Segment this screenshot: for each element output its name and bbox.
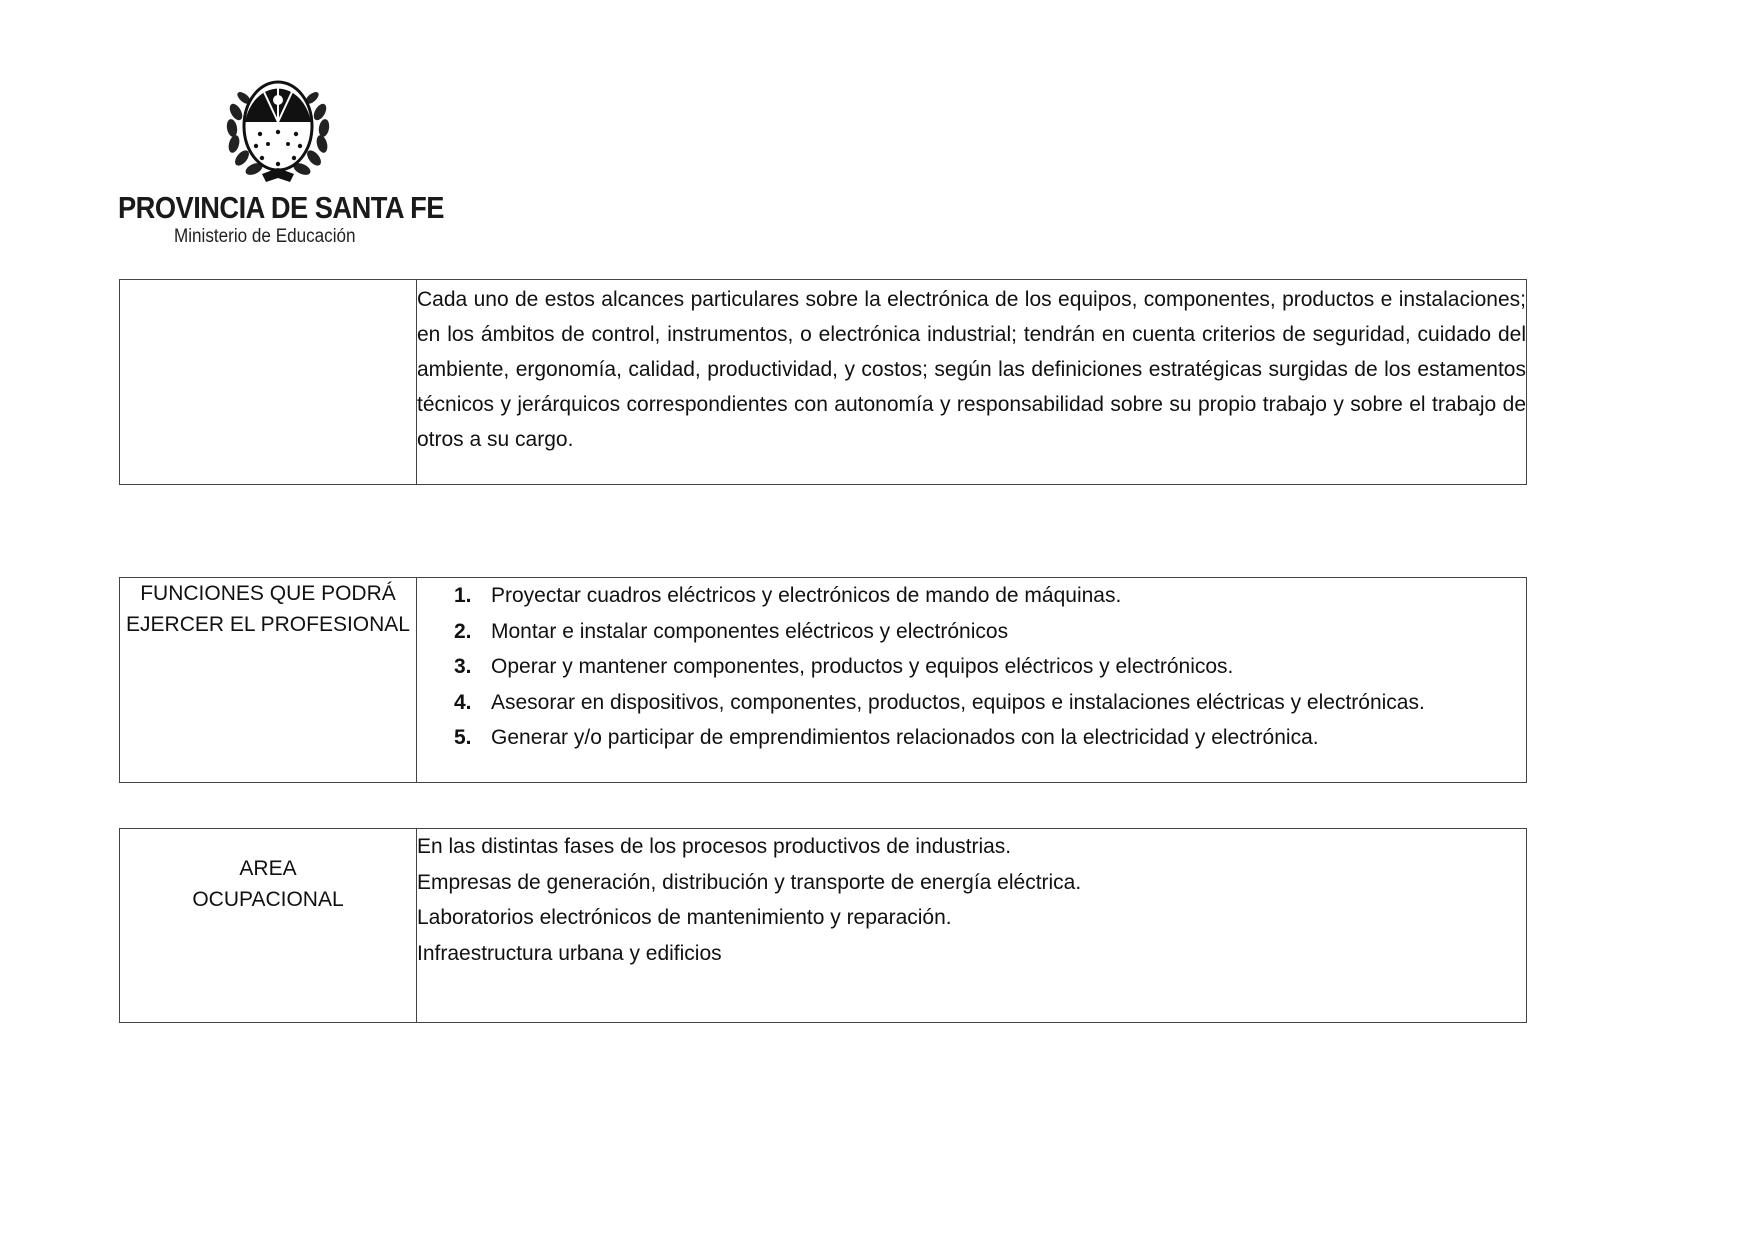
functions-list bbox=[417, 578, 1526, 756]
list-item bbox=[454, 720, 1526, 756]
area-lines bbox=[417, 829, 1526, 971]
list-item bbox=[454, 649, 1526, 685]
item-number: 4. bbox=[454, 690, 472, 714]
scope-label-cell bbox=[120, 280, 417, 485]
scope-paragraph: Cada uno de estos alcances particulares sobre la electrónica de los equipos, componentes, productos e instalaciones; en los ámbitos de control, instrumentos, o electrónica industrial; tendrán en cuenta criterios de seguridad, cuidado del ambiente, ergonomía, calidad, productividad, y costos; según las definiciones estratégicas surgidas de los estamentos técnicos y jerárquicos correspondientes con autonomía y responsabilidad sobre su propio trabajo y sobre el trabajo de otros a su cargo. bbox=[417, 288, 1526, 451]
area-label-line-2: OCUPACIONAL bbox=[192, 888, 344, 911]
area-label-line-1: AREA bbox=[239, 857, 297, 880]
province-name: PROVINCIA DE SANTA FE bbox=[118, 190, 444, 225]
ministry-name: Ministerio de Educación bbox=[174, 226, 356, 247]
coat-of-arms-icon bbox=[224, 72, 332, 186]
area-label-cell bbox=[120, 829, 417, 1023]
item-text: Asesorar en dispositivos, componentes, productos, equipos e instalaciones eléctricas y electrónicas. bbox=[491, 690, 1425, 714]
item-number: 1. bbox=[454, 584, 472, 607]
item-text: Proyectar cuadros eléctricos y electrónicos de mando de máquinas. bbox=[491, 584, 1122, 607]
scope-table bbox=[119, 279, 1527, 485]
list-item bbox=[454, 578, 1526, 614]
list-item bbox=[454, 685, 1526, 721]
area-line: Infraestructura urbana y edificios bbox=[417, 941, 722, 965]
occupational-area-table bbox=[119, 828, 1527, 1023]
scope-content-cell bbox=[417, 280, 1527, 485]
item-number: 3. bbox=[454, 655, 472, 678]
functions-label-line-1: FUNCIONES QUE PODRÁ bbox=[140, 582, 396, 605]
item-text: Generar y/o participar de emprendimientos relacionados con la electricidad y electrónica. bbox=[491, 726, 1319, 749]
functions-label-cell bbox=[120, 578, 417, 783]
functions-table bbox=[119, 577, 1527, 783]
area-line: Empresas de generación, distribución y transporte de energía eléctrica. bbox=[417, 870, 1082, 894]
item-text: Operar y mantener componentes, productos y equipos eléctricos y electrónicos. bbox=[491, 655, 1234, 678]
item-number: 5. bbox=[454, 726, 472, 749]
area-line: Laboratorios electrónicos de mantenimiento y reparación. bbox=[417, 906, 952, 929]
item-text: Montar e instalar componentes eléctricos y electrónicos bbox=[491, 619, 1009, 643]
item-number: 2. bbox=[454, 619, 472, 643]
area-line: En las distintas fases de los procesos productivos de industrias. bbox=[417, 835, 1012, 858]
area-content-cell bbox=[417, 829, 1527, 1023]
functions-content-cell bbox=[417, 578, 1527, 783]
list-item bbox=[454, 614, 1526, 650]
functions-label-line-2: EJERCER EL PROFESIONAL bbox=[126, 613, 410, 636]
